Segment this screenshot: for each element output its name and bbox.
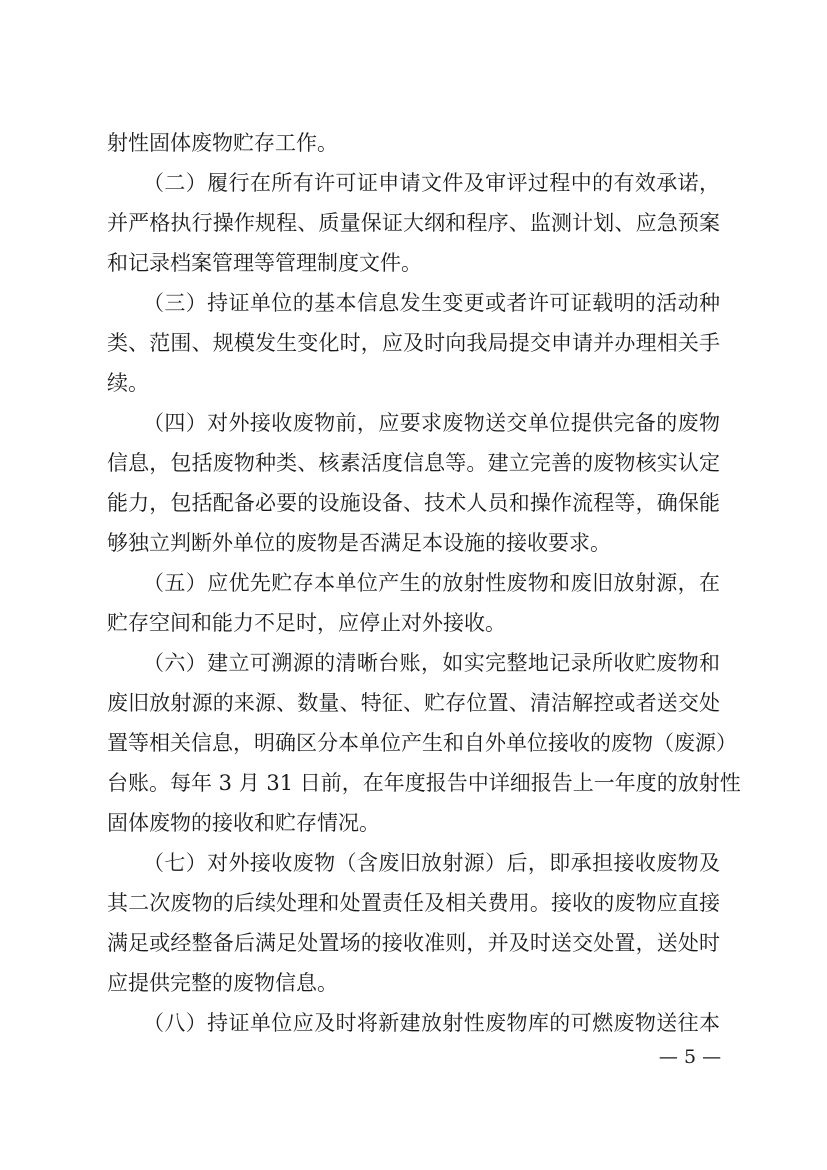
text-line: （八）持证单位应及时将新建放射性废物库的可燃废物送往本	[143, 1011, 720, 1035]
text-line: （四）对外接收废物前，应要求废物送交单位提供完备的废物	[143, 411, 720, 435]
text-line: （五）应优先贮存本单位产生的放射性废物和废旧放射源，在	[143, 571, 720, 595]
text-line: 能力，包括配备必要的设施设备、技术人员和操作流程等，确保能	[107, 491, 720, 515]
text-line: 贮存空间和能力不足时，应停止对外接收。	[107, 611, 506, 635]
page-number: — 5 —	[658, 1046, 722, 1068]
document-body	[107, 123, 741, 1043]
text-line: （七）对外接收废物（含废旧放射源）后，即承担接收废物及	[143, 851, 720, 875]
text-line: 应提供完整的废物信息。	[107, 971, 338, 995]
text-line: 类、范围、规模发生变化时，应及时向我局提交申请并办理相关手	[107, 331, 720, 355]
text-line: 满足或经整备后满足处置场的接收准则，并及时送交处置，送处时	[107, 931, 720, 955]
text-line: 信息，包括废物种类、核素活度信息等。建立完善的废物核实认定	[107, 451, 720, 475]
text-line: 固体废物的接收和贮存情况。	[107, 811, 380, 835]
text-line: 和记录档案管理等管理制度文件。	[107, 251, 422, 275]
text-line: 续。	[107, 371, 149, 395]
text-line: 射性固体废物贮存工作。	[107, 131, 338, 155]
text-line: （六）建立可溯源的清晰台账，如实完整地记录所收贮废物和	[143, 651, 720, 675]
text-line: （二）履行在所有许可证申请文件及审评过程中的有效承诺，	[143, 171, 720, 195]
text-line: 废旧放射源的来源、数量、特征、贮存位置、清洁解控或者送交处	[107, 691, 720, 715]
text-line: 其二次废物的后续处理和处置责任及相关费用。接收的废物应直接	[107, 891, 720, 915]
text-line: 置等相关信息，明确区分本单位产生和自外单位接收的废物（废源）	[107, 731, 737, 755]
text-line: （三）持证单位的基本信息发生变更或者许可证载明的活动种	[143, 291, 720, 315]
text-line: 够独立判断外单位的废物是否满足本设施的接收要求。	[107, 531, 611, 555]
text-line: 并严格执行操作规程、质量保证大纲和程序、监测计划、应急预案	[107, 211, 720, 235]
text-line: 台账。每年 3 月 31 日前，在年度报告中详细报告上一年度的放射性	[107, 771, 741, 795]
